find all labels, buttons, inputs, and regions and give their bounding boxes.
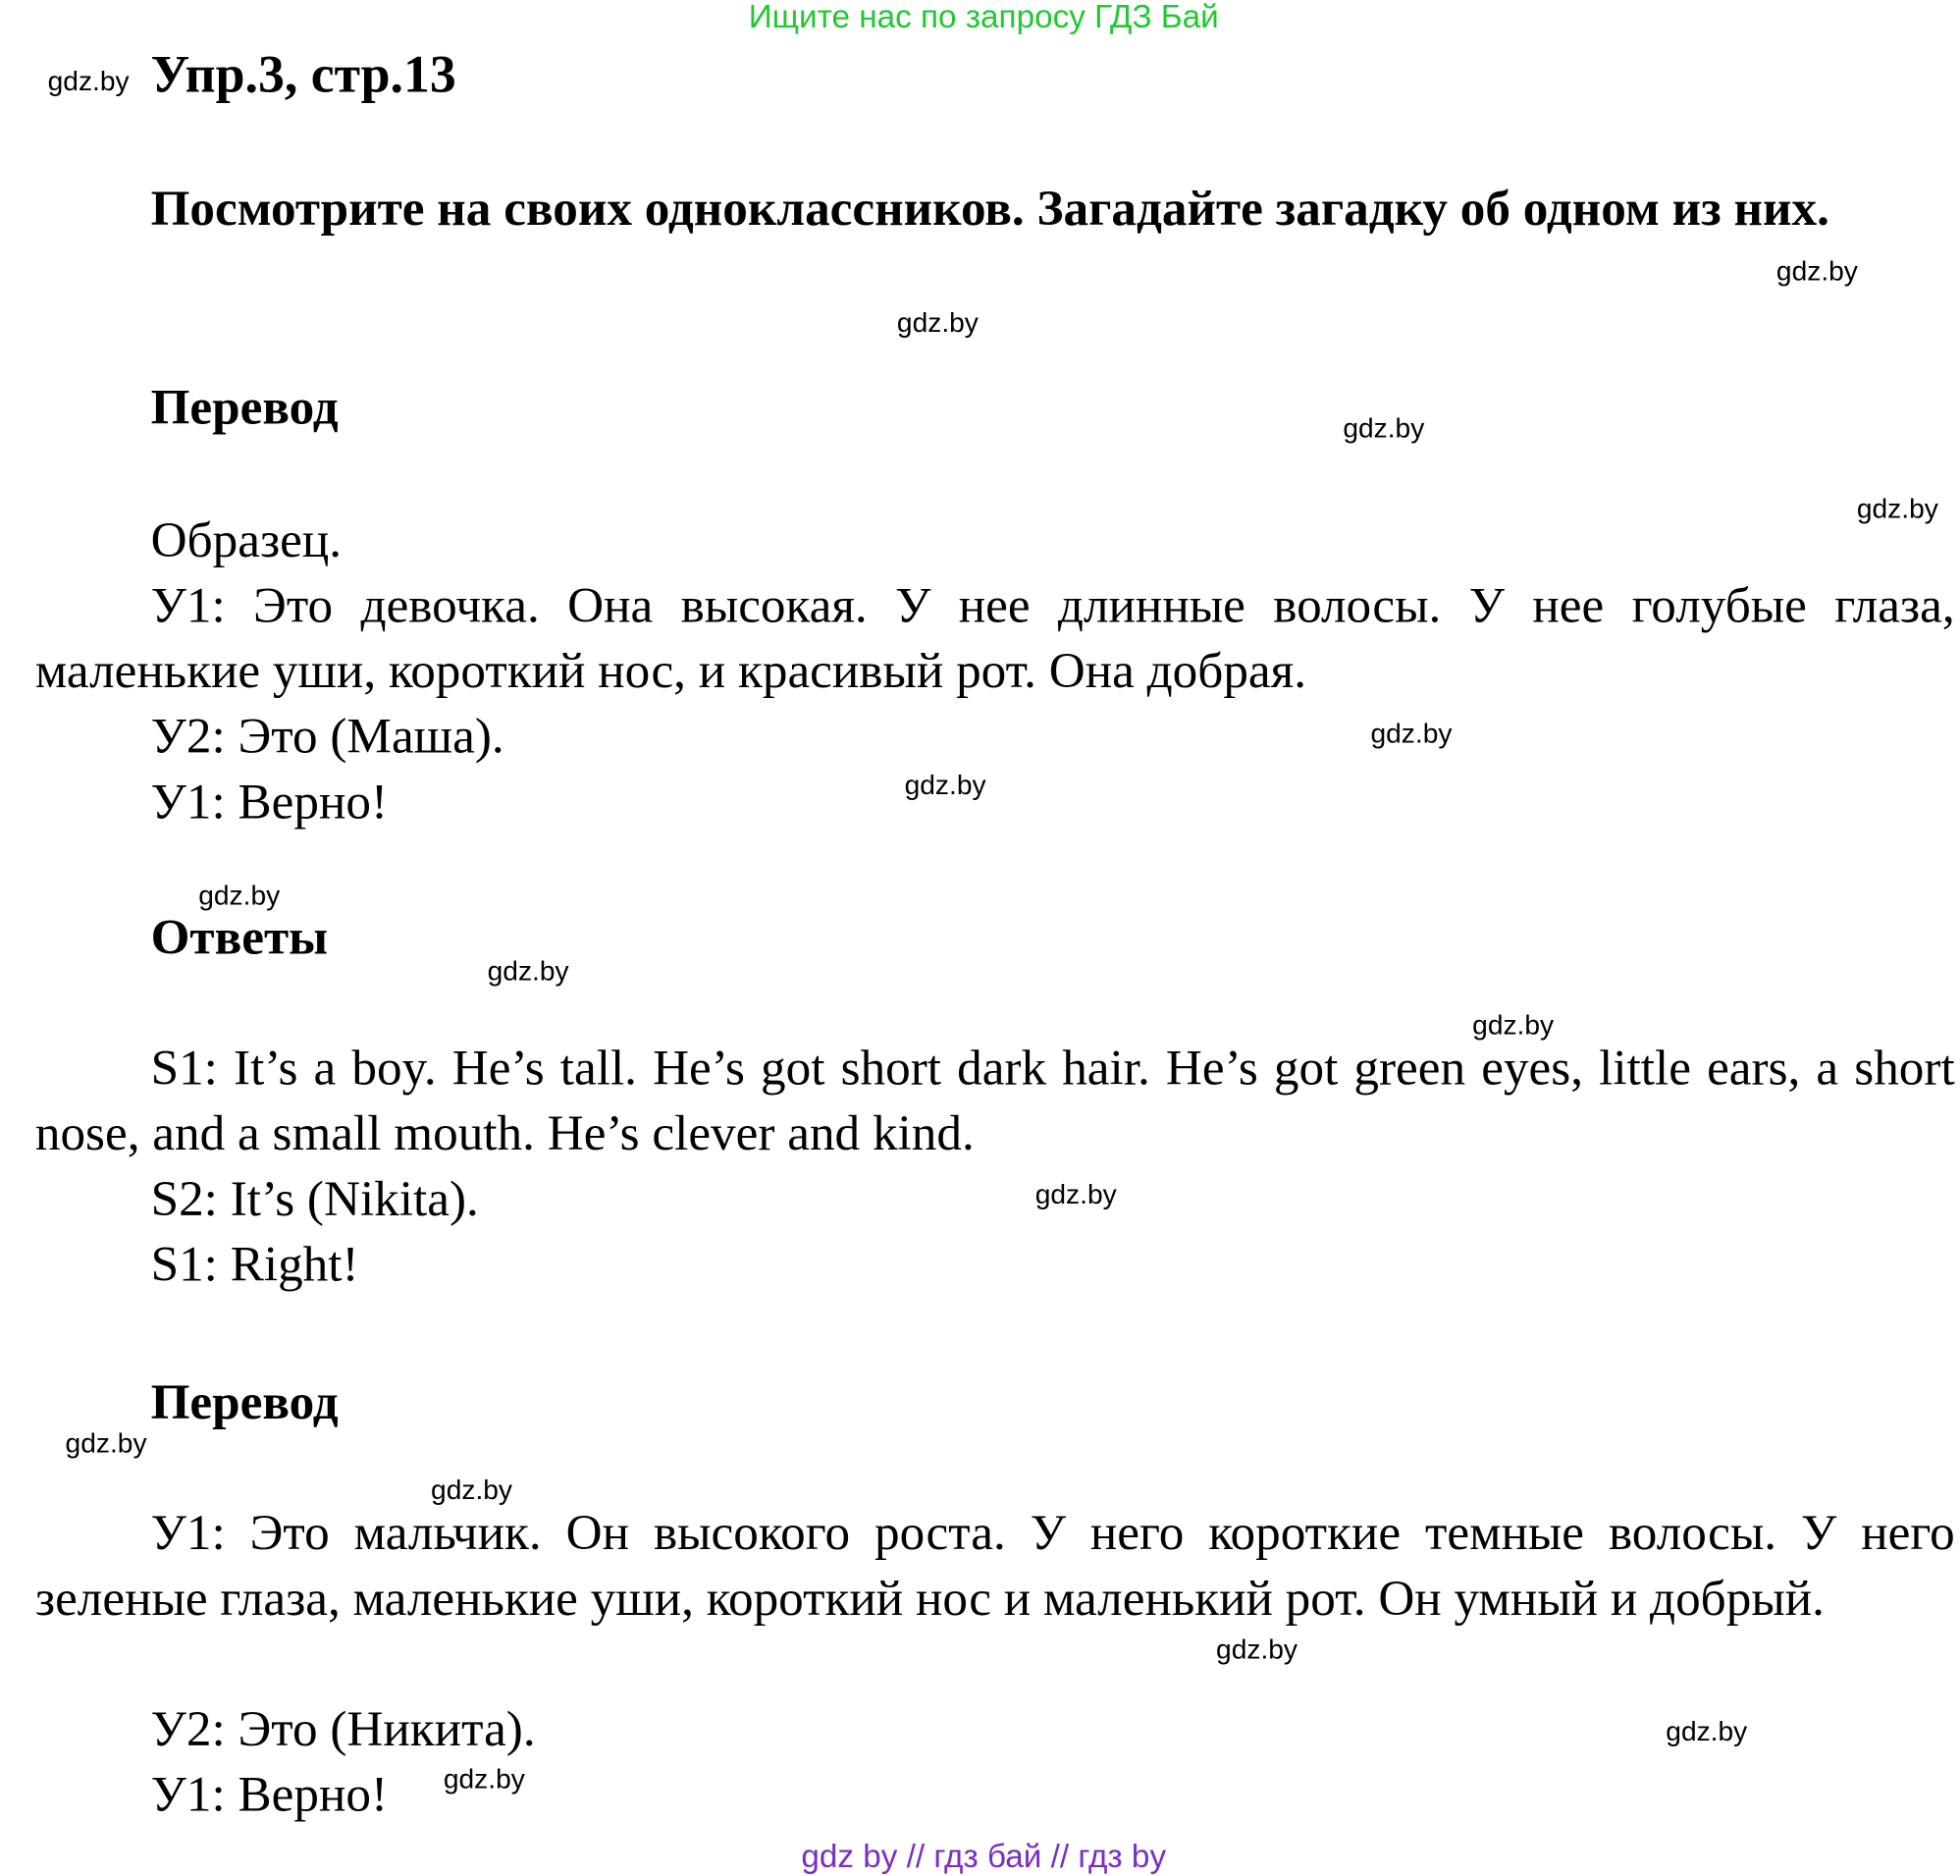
watermark: gdz.by	[904, 769, 986, 801]
dialog-line: S2: It’s (Nikita).	[150, 1169, 479, 1227]
watermark: gdz.by	[1472, 1008, 1555, 1041]
dialog-line: S1: It’s a boy. He’s tall. He’s got short dark hair. He’s got green eyes, little ears, a short nose, and a small mouth. He’s clever and kind.	[34, 1039, 1955, 1161]
watermark: gdz.by	[1216, 1634, 1298, 1665]
sample-label: Образец.	[150, 510, 343, 568]
watermark: gdz.by	[1034, 1178, 1117, 1210]
watermark: gdz.by	[487, 954, 569, 987]
section-heading-answers: Ответы	[150, 908, 329, 966]
watermark: gdz.by	[1856, 492, 1938, 524]
footer-banner[interactable]: gdz by // гдз бай // гдз by	[801, 1837, 1167, 1875]
dialog-line: У1: Это девочка. Она высокая. У нее длинные волосы. У нее голубые глаза, маленькие уши, короткий нос, и красивый рот. Она добрая.	[34, 576, 1955, 699]
watermark: gdz.by	[896, 306, 979, 339]
section-heading-translation: Перевод	[150, 378, 339, 435]
task-text: Посмотрите на своих одноклассников. Загадайте загадку об одном из них.	[150, 180, 1829, 237]
section-heading-translation: Перевод	[150, 1373, 339, 1430]
search-banner[interactable]: Ищите нас по запросу ГДЗ Бай	[748, 0, 1219, 35]
watermark: gdz.by	[1666, 1715, 1748, 1747]
dialog-line: S1: Right!	[150, 1235, 359, 1292]
watermark: gdz.by	[1775, 254, 1858, 287]
dialog-line: У1: Это мальчик. Он высокого роста. У него короткие темные волосы. У него зеленые глаза, маленькие уши, короткий нос и маленький рот. Он умный и добрый.	[34, 1504, 1955, 1627]
dialog-line: У2: Это (Маша).	[150, 707, 504, 765]
watermark: gdz.by	[1343, 411, 1425, 444]
watermark: gdz.by	[1370, 717, 1453, 749]
dialog-line: У1: Верно!	[150, 773, 388, 830]
dialog-line: У2: Это (Никита).	[150, 1699, 536, 1757]
watermark: gdz.by	[65, 1427, 147, 1460]
watermark: gdz.by	[431, 1474, 513, 1506]
exercise-title: Упр.3, стр.13	[150, 46, 456, 105]
watermark: gdz.by	[443, 1762, 525, 1795]
dialog-line: У1: Верно!	[150, 1765, 388, 1822]
watermark: gdz.by	[47, 65, 130, 97]
watermark: gdz.by	[198, 880, 281, 911]
